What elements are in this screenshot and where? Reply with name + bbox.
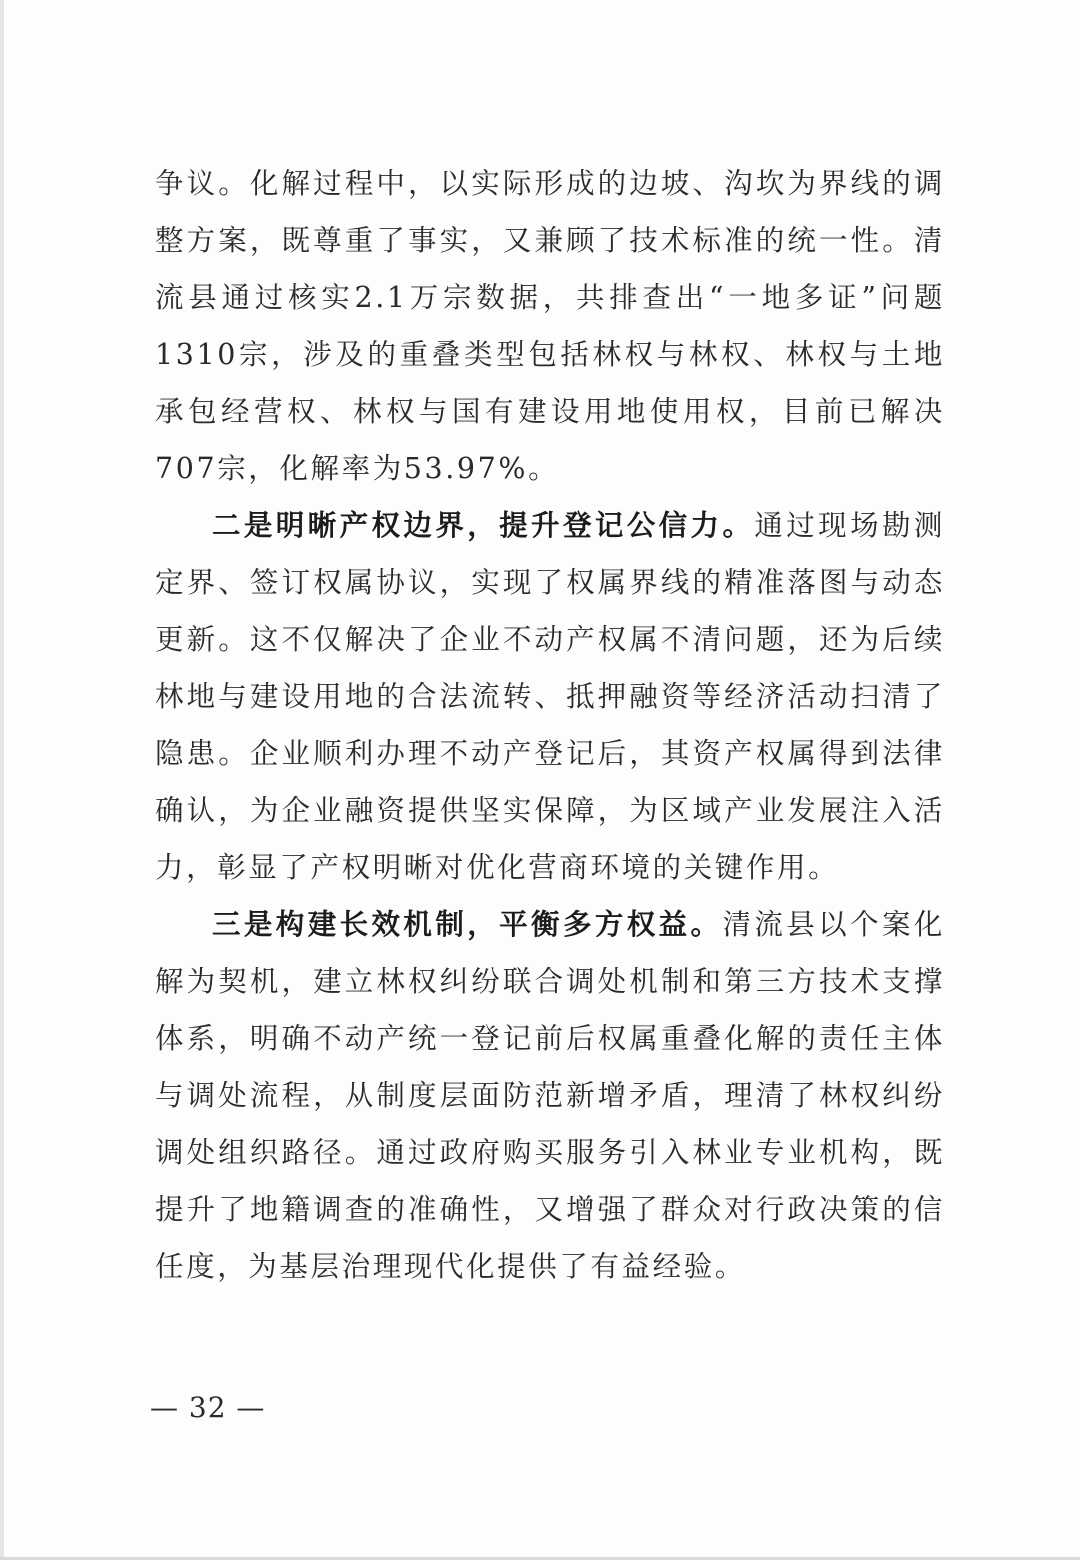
paragraph-2-lead: 二是明晰产权边界，提升登记公信力。 xyxy=(212,508,755,542)
paragraph-3-text: 清流县以个案化解为契机，建立林权纠纷联合调处机制和第三方技术支撑体系，明确不动产统一登记前后权属重叠化解的责任主体与调处流程，从制度层面防范新增矛盾，理清了林权纠纷调处组织路径。通过政府购买服务引入林业专业机构，既提升了地籍调查的准确性，又增强了群众对行政决策的信任度，为基层治理现代化提供了有益经验。 xyxy=(155,908,945,1283)
paragraph-continuation xyxy=(155,155,945,497)
paragraph-1-text: 争议。化解过程中，以实际形成的边坡、沟坎为界线的调整方案，既尊重了事实，又兼顾了技术标准的统一性。清流县通过核实2.1万宗数据，共排查出“一地多证”问题1310宗，涉及的重叠类型包括林权与林权、林权与土地承包经营权、林权与国有建设用地使用权，目前已解决707宗，化解率为53.97%。 xyxy=(155,167,945,485)
paragraph-2-text: 通过现场勘测定界、签订权属协议，实现了权属界线的精准落图与动态更新。这不仅解决了企业不动产权属不清问题，还为后续林地与建设用地的合法流转、抵押融资等经济活动扫清了隐患。企业顺利办理不动产登记后，其资产权属得到法律确认，为企业融资提供坚实保障，为区域产业发展注入活力，彰显了产权明晰对优化营商环境的关键作用。 xyxy=(155,509,945,884)
body-text xyxy=(155,155,945,1295)
paragraph-point-two xyxy=(155,497,945,896)
paragraph-3-lead: 三是构建长效机制，平衡多方权益。 xyxy=(212,907,723,941)
page-number: — 32 — xyxy=(150,1391,266,1424)
paragraph-point-three xyxy=(155,896,945,1295)
page-left-edge xyxy=(0,0,4,1560)
